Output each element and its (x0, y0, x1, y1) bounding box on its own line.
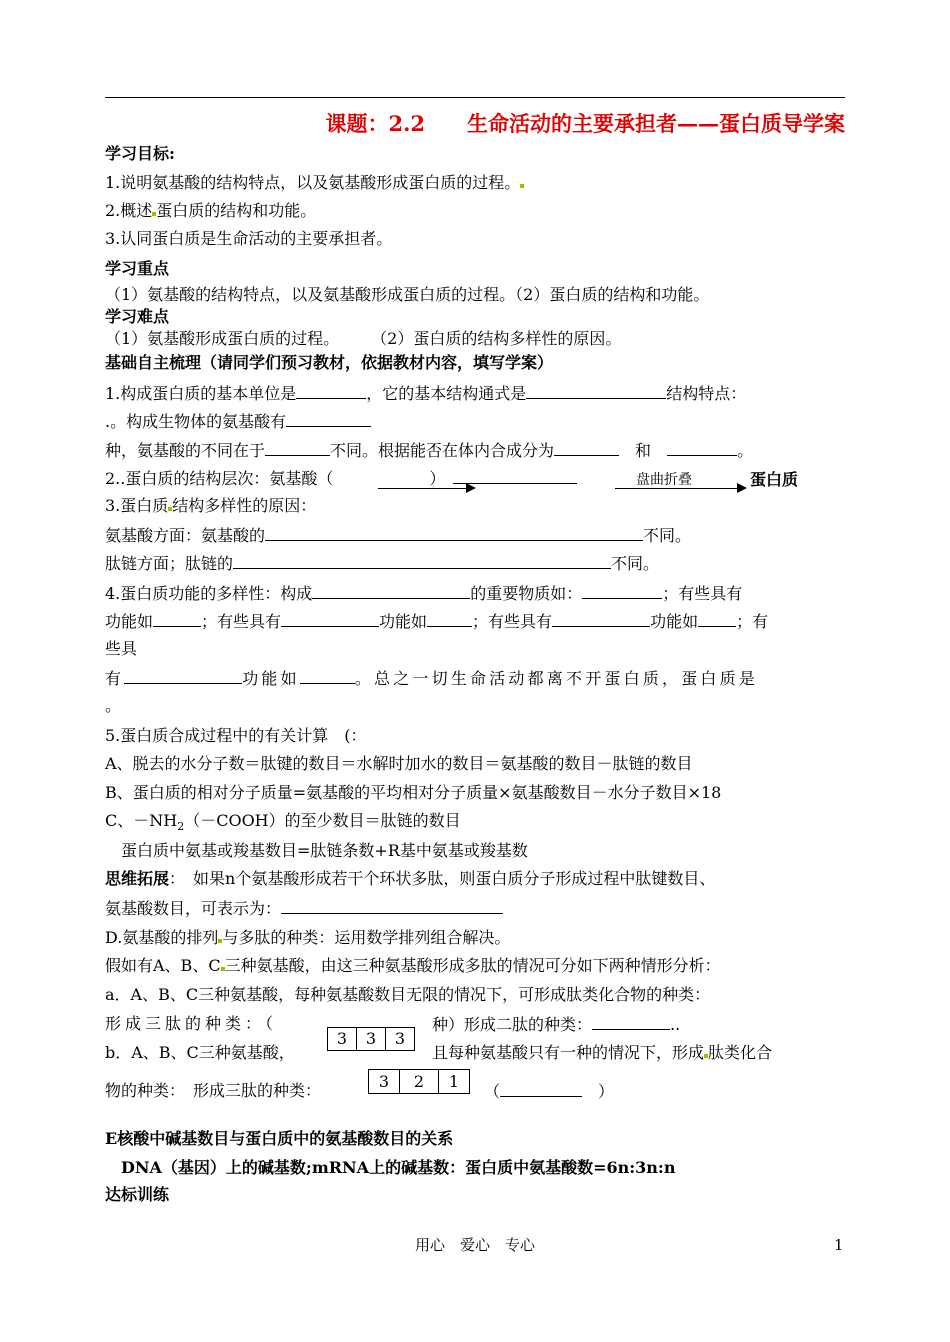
tri-line-left: 形成三肽的种类：（ (105, 1014, 278, 1033)
training-heading: 达标训练 (105, 1185, 170, 1204)
q4-line3: 些具 (105, 639, 138, 658)
case-b2-paren: （ ） (484, 1082, 615, 1101)
objective-2: 2.概述 蛋白质的结构和功能。 (105, 201, 317, 220)
header-rule (105, 97, 845, 98)
q4-line4: 有 功能如 。总之一切生命活动都离不开蛋白质，蛋白质是 (105, 669, 759, 688)
blank[interactable] (265, 439, 330, 456)
blank[interactable] (698, 610, 736, 627)
protein-label: 蛋白质 (750, 470, 799, 489)
q1-line1: 1.构成蛋白质的基本单位是 ，它的基本结构通式是 结构特点： (105, 384, 747, 403)
page-footer: 用心 爱心 专心 (414, 1236, 535, 1254)
box-cell: 3 (328, 1028, 357, 1050)
blank[interactable] (552, 610, 650, 627)
difficulties-heading: 学习难点 (105, 307, 170, 326)
boxes-321 (368, 1069, 470, 1094)
calc-b: B、蛋白质的相对分子质量=氨基酸的平均相对分子质量×氨基酸数目－水分子数目×18 (105, 783, 722, 802)
key-points-heading: 学习重点 (105, 259, 170, 278)
q4-line1: 4.蛋白质功能的多样性：构成 的重要物质如： ；有些具有 (105, 584, 743, 603)
q3-line: 3.蛋白质 结构多样性的原因： (105, 496, 317, 515)
arrow-1 (378, 488, 474, 489)
blank[interactable] (265, 524, 643, 541)
blank[interactable] (300, 667, 355, 684)
objective-3: 3.认同蛋白质是生命活动的主要承担者。 (105, 229, 393, 248)
objective-1: 1.说明氨基酸的结构特点，以及氨基酸形成蛋白质的过程。 (105, 172, 524, 194)
blank[interactable] (592, 1013, 670, 1030)
q1-line3: 种，氨基酸的不同在于 不同。根据能否在体内合成分为 和 。 (105, 441, 754, 460)
review-heading: 基础自主梳理（请同学们预习教材，依据教材内容，填写学案） (105, 353, 554, 372)
calc-a: A、脱去的水分子数＝肽键的数目＝水解时加水的数目＝氨基酸的数目－肽链的数目 (105, 754, 693, 773)
blank[interactable] (296, 382, 366, 399)
blank[interactable] (582, 582, 662, 599)
box-cell: 3 (357, 1028, 386, 1050)
q3-chain: 肽链方面；肽链的 不同。 (105, 554, 660, 573)
boxes-333 (327, 1027, 415, 1051)
calc-c: C、$-NH_2(-COOH)$的至少数目＝肽链的数目 (105, 811, 461, 834)
q4-line2: 功能如 ；有些具有 功能如 ；有些具有 功能如 ；有 (105, 612, 769, 631)
blank[interactable] (427, 610, 472, 627)
blank[interactable] (526, 382, 666, 399)
e-text: DNA（基因）上的碱基数;mRNA上的碱基数：蛋白质中氨基酸数=6n:3n:n (105, 1158, 676, 1177)
case-a-line: a．A、B、C三种氨基酸，每种氨基酸数目无限的情况下，可形成肽类化合物的种类： (105, 985, 711, 1004)
box-cell: 2 (400, 1070, 439, 1093)
blank[interactable] (554, 439, 619, 456)
case-b2-line: 物的种类： 形成三肽的种类： (105, 1081, 322, 1100)
e-heading: E核酸中碱基数目与蛋白质中的氨基酸数目的关系 (105, 1129, 454, 1148)
blank[interactable] (667, 439, 737, 456)
difficulties-text: （1）氨基酸形成蛋白质的过程。 （2）蛋白质的结构多样性的原因。 (105, 329, 622, 348)
q2-line: 2..蛋白质的结构层次：氨基酸（ ） (105, 467, 577, 490)
blank[interactable] (233, 552, 611, 569)
arrow-2 (615, 488, 745, 489)
tri-line-right: 种）形成二肽的种类： .. (432, 1015, 681, 1034)
box-cell: 1 (448, 1072, 460, 1091)
assume-line: 假如有A、B、C 三种氨基酸，由这三种氨基酸形成多肽的情况可分如下两种情形分析： (105, 956, 721, 975)
objectives-heading: 学习目标: (105, 144, 175, 163)
box-cell: 3 (394, 1029, 406, 1048)
box-cell: 3 (369, 1070, 400, 1093)
d-line: D.氨基酸的排列 与多肽的种类：运用数学排列组合解决。 (105, 928, 511, 947)
q3-amino: 氨基酸方面：氨基酸的 不同。 (105, 526, 692, 545)
q1-line2: .。构成生物体的氨基酸有 (105, 410, 371, 433)
calc-heading: 5.蛋白质合成过程中的有关计算 (： (105, 726, 367, 745)
blank[interactable] (500, 1080, 582, 1097)
blank[interactable] (453, 467, 577, 484)
blank[interactable] (281, 610, 379, 627)
blank[interactable] (312, 582, 470, 599)
blank[interactable] (153, 610, 201, 627)
blank[interactable] (281, 897, 503, 914)
blank[interactable] (286, 410, 371, 427)
blank[interactable] (124, 667, 242, 684)
key-points-text: （1）氨基酸的结构特点，以及氨基酸形成蛋白质的过程。（2）蛋白质的结构和功能。 (105, 285, 710, 304)
case-b-right: 且每种氨基酸只有一种的情况下，形成 肽类化合 (432, 1043, 773, 1062)
page-title: 课题：2.2 生命活动的主要承担者——蛋白质导学案 (325, 111, 845, 136)
thinking-line2: 氨基酸数目，可表示为： (105, 897, 503, 920)
thinking-line1: 思维拓展： 如果n个氨基酸形成若干个环状多肽，则蛋白质分子形成过程中肽键数目、 (105, 869, 716, 888)
calc-c2: 蛋白质中氨基或羧基数目=肽链条数+R基中氨基或羧基数 (105, 841, 528, 860)
q4-line5: 。 (105, 696, 122, 715)
case-b-left: b．A、B、C三种氨基酸， (105, 1043, 295, 1062)
page-number: 1 (834, 1236, 844, 1254)
mark-dot (520, 184, 524, 188)
fold-label: 盘曲折叠 (636, 472, 692, 488)
